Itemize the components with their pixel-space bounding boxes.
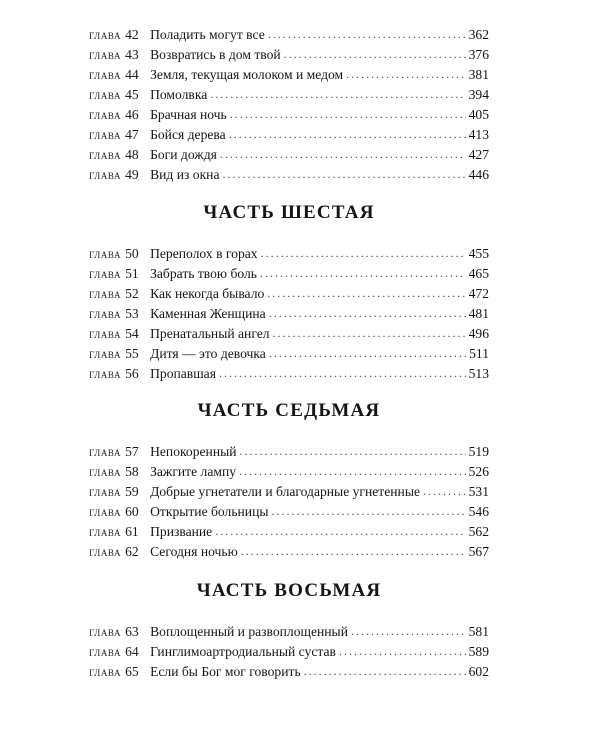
chapter-number: 58 [125, 464, 139, 479]
dot-leader [229, 124, 466, 144]
chapter-label: глава [89, 347, 122, 361]
toc-row[interactable] [89, 264, 489, 284]
page-number: 581 [468, 624, 489, 639]
chapter-label: глава [89, 367, 122, 381]
chapter-number: 43 [125, 47, 139, 62]
page-number: 381 [468, 67, 489, 82]
chapter-number: 59 [125, 484, 139, 499]
dot-leader [339, 641, 466, 661]
dot-leader [230, 104, 466, 124]
toc-row[interactable] [89, 344, 489, 364]
part-heading: ЧАСТЬ СЕДЬМАЯ [197, 400, 381, 421]
toc-row[interactable] [89, 25, 489, 45]
chapter-label: глава [89, 168, 122, 182]
chapter-number: 62 [125, 544, 139, 559]
toc-row[interactable] [89, 65, 489, 85]
chapter-title: Помолвка [150, 87, 208, 102]
page-number: 481 [468, 306, 489, 321]
dot-leader [284, 44, 466, 64]
chapter-number: 64 [125, 644, 139, 659]
toc-row[interactable] [89, 642, 489, 662]
dot-leader [239, 461, 466, 481]
dot-leader [423, 481, 466, 501]
chapter-number: 63 [125, 624, 139, 639]
chapter-title: Если бы Бог мог говорить [150, 664, 301, 679]
chapter-title: Воплощенный и развоплощенный [150, 624, 348, 639]
page-number: 427 [468, 147, 489, 162]
dot-leader [268, 24, 466, 44]
toc-row[interactable] [89, 622, 489, 642]
chapter-number: 45 [125, 87, 139, 102]
page-number: 496 [468, 326, 489, 341]
chapter-label: глава [89, 247, 122, 261]
chapter-title: Добрые угнетатели и благодарные угнетенные [150, 484, 420, 499]
chapter-number: 51 [125, 266, 139, 281]
chapter-label: глава [89, 287, 122, 301]
chapter-number: 48 [125, 147, 139, 162]
chapter-label: глава [89, 445, 122, 459]
page-number: 413 [468, 127, 489, 142]
dot-leader [273, 323, 466, 343]
chapter-label: глава [89, 307, 122, 321]
chapter-label: глава [89, 68, 122, 82]
chapter-label: глава [89, 267, 122, 281]
dot-leader [210, 84, 465, 104]
toc-row[interactable] [89, 165, 489, 185]
page-number: 446 [468, 167, 489, 182]
chapter-title: Вид из окна [150, 167, 220, 182]
toc-row[interactable] [89, 324, 489, 344]
chapter-title: Каменная Женщина [150, 306, 266, 321]
chapter-label: глава [89, 108, 122, 122]
part-heading: ЧАСТЬ ВОСЬМАЯ [196, 580, 382, 601]
page-number: 465 [468, 266, 489, 281]
toc-row[interactable] [89, 502, 489, 522]
chapter-number: 44 [125, 67, 139, 82]
page-number: 602 [468, 664, 489, 679]
chapter-title: Бойся дерева [150, 127, 226, 142]
dot-leader [223, 164, 466, 184]
toc-row[interactable] [89, 522, 489, 542]
chapter-label: глава [89, 48, 122, 62]
chapter-number: 53 [125, 306, 139, 321]
toc-row[interactable] [89, 85, 489, 105]
chapter-title: Зажгите лампу [150, 464, 237, 479]
chapter-label: глава [89, 525, 122, 539]
page-number: 562 [468, 524, 489, 539]
chapter-title: Земля, текущая молоком и медом [150, 67, 344, 82]
chapter-title: Переполох в горах [150, 246, 258, 261]
page-number: 513 [468, 366, 489, 381]
part-heading: ЧАСТЬ ШЕСТАЯ [203, 202, 375, 223]
chapter-title: Возвратись в дом твой [150, 47, 281, 62]
toc-row[interactable] [89, 662, 489, 682]
chapter-title: Дитя — это девочка [150, 346, 266, 361]
page-number: 455 [468, 246, 489, 261]
chapter-label: глава [89, 645, 122, 659]
chapter-title: Пренатальный ангел [150, 326, 270, 341]
toc-row[interactable] [89, 462, 489, 482]
chapter-number: 55 [125, 346, 139, 361]
dot-leader [215, 521, 465, 541]
chapter-number: 47 [125, 127, 139, 142]
chapter-title: Сегодня ночью [150, 544, 238, 559]
chapter-title: Гинглимоартродиальный сустав [150, 644, 336, 659]
chapter-number: 56 [125, 366, 139, 381]
chapter-label: глава [89, 665, 122, 679]
toc-row[interactable] [89, 125, 489, 145]
chapter-label: глава [89, 625, 122, 639]
chapter-number: 57 [125, 444, 139, 459]
dot-leader [261, 243, 466, 263]
chapter-label: глава [89, 327, 122, 341]
chapter-number: 49 [125, 167, 139, 182]
chapter-label: глава [89, 128, 122, 142]
page-number: 519 [468, 444, 489, 459]
page-number: 405 [468, 107, 489, 122]
toc-row[interactable] [89, 45, 489, 65]
toc-row[interactable] [89, 284, 489, 304]
dot-leader [269, 343, 466, 363]
chapter-number: 60 [125, 504, 139, 519]
page-number: 567 [468, 544, 489, 559]
page-number: 531 [468, 484, 489, 499]
chapter-title: Брачная ночь [150, 107, 227, 122]
chapter-number: 52 [125, 286, 139, 301]
chapter-title: Пропавшая [150, 366, 216, 381]
chapter-title: Поладить могут все [150, 27, 265, 42]
chapter-title: Призвание [150, 524, 213, 539]
toc-row[interactable] [89, 482, 489, 502]
toc-row[interactable] [89, 442, 489, 462]
chapter-number: 46 [125, 107, 139, 122]
chapter-number: 54 [125, 326, 139, 341]
page-number: 511 [469, 346, 489, 361]
toc-row[interactable] [89, 304, 489, 324]
page-number: 394 [468, 87, 489, 102]
chapter-title: Открытие больницы [150, 504, 269, 519]
chapter-label: глава [89, 88, 122, 102]
dot-leader [269, 303, 466, 323]
page-number: 376 [468, 47, 489, 62]
dot-leader [241, 541, 466, 561]
chapter-label: глава [89, 465, 122, 479]
dot-leader [304, 661, 466, 681]
dot-leader [346, 64, 465, 84]
dot-leader [219, 363, 466, 383]
toc-row[interactable] [89, 244, 489, 264]
page-number: 526 [468, 464, 489, 479]
chapter-number: 42 [125, 27, 139, 42]
chapter-title: Как некогда бывало [150, 286, 265, 301]
toc-row[interactable] [89, 364, 489, 384]
dot-leader [220, 144, 466, 164]
page-number: 362 [468, 27, 489, 42]
dot-leader [240, 441, 466, 461]
chapter-title: Боги дождя [150, 147, 217, 162]
chapter-label: глава [89, 545, 122, 559]
page-number: 589 [468, 644, 489, 659]
chapter-number: 65 [125, 664, 139, 679]
chapter-number: 50 [125, 246, 139, 261]
dot-leader [272, 501, 466, 521]
chapter-label: глава [89, 148, 122, 162]
chapter-number: 61 [125, 524, 139, 539]
page-number: 546 [468, 504, 489, 519]
toc-row[interactable] [89, 145, 489, 165]
chapter-label: глава [89, 28, 122, 42]
chapter-title: Непокоренный [150, 444, 237, 459]
dot-leader [351, 621, 466, 641]
dot-leader [260, 263, 466, 283]
chapter-label: глава [89, 485, 122, 499]
toc-row[interactable] [89, 105, 489, 125]
page-number: 472 [468, 286, 489, 301]
chapter-label: глава [89, 505, 122, 519]
toc-row[interactable] [89, 542, 489, 562]
dot-leader [267, 283, 465, 303]
chapter-title: Забрать твою боль [150, 266, 257, 281]
